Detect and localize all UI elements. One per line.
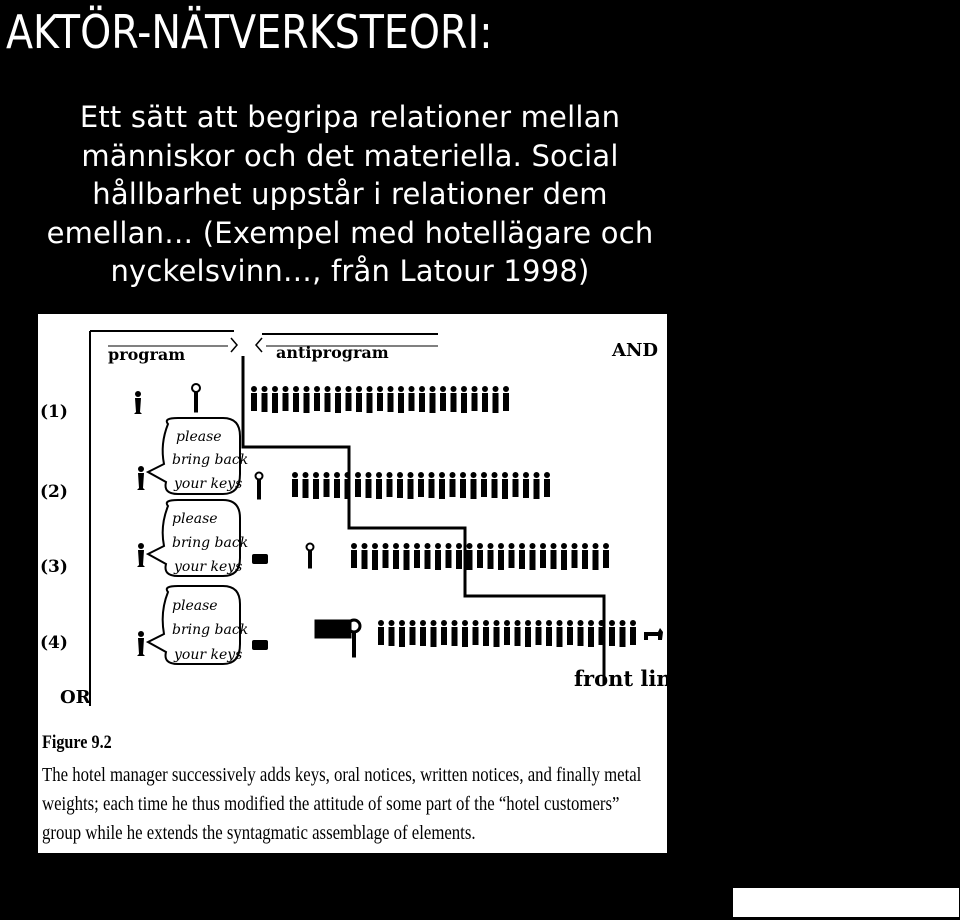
latour-figure (38, 314, 685, 853)
body-line: nyckelsvinn…, från Latour 1998) (110, 254, 590, 288)
oral-notice-bubble (148, 586, 248, 664)
customer-person-icon (451, 386, 457, 412)
customer-person-icon (366, 472, 372, 498)
customer-person-icon (593, 543, 599, 570)
notice-text: bring back (172, 535, 249, 551)
customer-person-icon (534, 472, 540, 499)
customer-person-icon (551, 543, 557, 569)
customer-person-icon (272, 386, 278, 413)
customer-person-icon (431, 620, 437, 647)
weight-icon (315, 620, 351, 638)
notice-text: bring back (172, 622, 249, 638)
customer-person-icon (450, 472, 456, 497)
customer-person-icon (441, 620, 447, 645)
customer-person-icon (325, 386, 331, 412)
corner-box (733, 888, 959, 917)
customer-person-icon (351, 543, 357, 568)
customer-person-icon (313, 472, 319, 499)
metal-weight-key (315, 620, 360, 657)
customer-person-icon (314, 386, 320, 411)
manager-person-icon (134, 391, 142, 414)
front-line-label: front line (574, 666, 685, 691)
customer-person-icon (430, 386, 436, 413)
written-notice-icon (252, 554, 268, 564)
notice-text: your keys (174, 476, 243, 492)
customer-person-icon (483, 620, 489, 646)
and-label: AND (612, 340, 659, 361)
customer-person-icon (283, 386, 289, 411)
manager-person-icon (137, 543, 145, 567)
slide-body (0, 98, 700, 291)
customer-person-icon (425, 543, 431, 569)
customer-person-icon (378, 620, 384, 645)
customer-person-icon (540, 543, 546, 568)
key-icon (256, 473, 263, 500)
customer-person-icon (372, 543, 378, 570)
manager-person-icon (137, 466, 145, 490)
row-label: (2) (40, 482, 68, 502)
customer-person-icon (262, 386, 268, 412)
customer-person-icon (481, 472, 487, 497)
customer-person-icon (519, 543, 525, 569)
dog-icon (644, 628, 663, 640)
customer-person-icon (429, 472, 435, 498)
customer-person-icon (461, 386, 467, 413)
body-line: Ett sätt att begripa relationer mellan (79, 100, 621, 134)
customer-person-icon (345, 472, 351, 499)
customer-person-icon (599, 620, 605, 645)
customer-person-icon (410, 620, 416, 645)
customer-person-icon (420, 620, 426, 646)
customer-person-icon (303, 472, 309, 498)
oral-notice-bubble (148, 418, 248, 494)
customer-person-icon (335, 386, 341, 413)
customer-person-icon (477, 543, 483, 568)
customer-person-icon (324, 472, 330, 497)
customer-person-icon (376, 472, 382, 499)
customer-person-icon (536, 620, 542, 645)
customer-person-icon (473, 620, 479, 645)
customer-person-icon (404, 543, 410, 570)
customer-person-icon (388, 386, 394, 412)
customer-person-icon (397, 472, 403, 498)
customer-person-icon (452, 620, 458, 646)
customer-person-icon (504, 620, 510, 645)
customer-person-icon (446, 543, 452, 568)
customer-person-icon (561, 543, 567, 570)
customer-person-icon (355, 472, 361, 497)
customer-person-icon (362, 543, 368, 569)
customer-person-icon (462, 620, 468, 647)
oral-notice-bubble (148, 500, 248, 576)
row-label: (1) (40, 402, 68, 422)
customer-person-icon (502, 472, 508, 499)
customer-person-icon (418, 472, 424, 497)
notice-text: please (172, 598, 218, 614)
caption-text: The hotel manager successively adds keys, oral notices, written notices, and finally metal weights; each time he thus modified the attitude of some part of the “hotel customers” group while he extends the syntagmatic assemblage of elements. (42, 765, 642, 844)
customer-person-icon (456, 543, 462, 569)
customer-person-icon (488, 543, 494, 569)
customer-person-icon (493, 386, 499, 413)
customer-person-icon (389, 620, 395, 646)
customer-person-icon (460, 472, 466, 498)
customer-person-icon (419, 386, 425, 412)
key-icon (307, 544, 314, 569)
notice-text: bring back (172, 452, 249, 468)
customer-person-icon (503, 386, 509, 411)
customer-person-icon (377, 386, 383, 411)
customer-person-icon (387, 472, 393, 497)
customer-person-icon (482, 386, 488, 412)
customer-person-icon (572, 543, 578, 568)
customer-person-icon (356, 386, 362, 412)
body-line: människor och det materiella. Social (81, 138, 619, 173)
hotel-customers-crowds (251, 386, 663, 647)
customer-person-icon (304, 386, 310, 413)
customer-person-icon (525, 620, 531, 647)
customer-person-icon (609, 620, 615, 646)
row-label: (3) (40, 557, 68, 577)
customer-person-icon (513, 472, 519, 497)
customer-person-icon (292, 472, 298, 497)
antiprogram-label: antiprogram (276, 343, 389, 362)
customer-person-icon (440, 386, 446, 411)
slide-title: AKTÖR-NÄTVERKSTEORI: (6, 5, 493, 59)
customer-person-icon (530, 543, 536, 570)
customer-person-icon (472, 386, 478, 411)
customer-person-icon (398, 386, 404, 413)
customer-person-icon (588, 620, 594, 647)
key-icon (192, 384, 200, 412)
customer-person-icon (494, 620, 500, 647)
customer-person-icon (582, 543, 588, 569)
caption-title: Figure 9.2 (42, 732, 112, 753)
customer-person-icon (620, 620, 626, 647)
manager-figures (134, 391, 145, 656)
customer-person-icon (414, 543, 420, 568)
customer-person-icon (334, 472, 340, 498)
customer-person-icon (393, 543, 399, 569)
customer-person-icon (409, 386, 415, 411)
program-label: program (108, 345, 186, 364)
written-notice-icon (252, 640, 268, 650)
customer-person-icon (408, 472, 414, 499)
customer-person-icon (399, 620, 405, 647)
customer-person-icon (383, 543, 389, 568)
row-label: (4) (40, 633, 68, 653)
customer-person-icon (435, 543, 441, 570)
customer-person-icon (544, 472, 550, 497)
key-icon (353, 631, 356, 657)
written-notices (252, 554, 268, 650)
customer-person-icon (467, 543, 473, 570)
or-label: OR (60, 687, 91, 708)
customer-person-icon (251, 386, 257, 411)
customer-person-icon (367, 386, 373, 413)
customer-person-icon (567, 620, 573, 645)
customer-person-icon (515, 620, 521, 646)
customer-person-icon (523, 472, 529, 498)
body-line: emellan… (Exempel med hotellägare och (46, 215, 654, 250)
customer-person-icon (492, 472, 498, 498)
customer-person-icon (578, 620, 584, 646)
customer-person-icon (293, 386, 299, 412)
body-line: hållbarhet uppstår i relationer dem (92, 177, 608, 211)
customer-person-icon (439, 472, 445, 499)
customer-person-icon (471, 472, 477, 499)
customer-person-icon (546, 620, 552, 646)
customer-person-icon (603, 543, 609, 568)
customer-person-icon (498, 543, 504, 570)
customer-person-icon (630, 620, 636, 645)
notice-text: please (172, 511, 218, 527)
customer-person-icon (509, 543, 515, 568)
customer-person-icon (557, 620, 563, 647)
manager-person-icon (137, 631, 145, 656)
notice-text: your keys (174, 559, 243, 575)
notice-text: your keys (174, 647, 243, 663)
notice-text: please (176, 429, 222, 445)
customer-person-icon (346, 386, 352, 411)
